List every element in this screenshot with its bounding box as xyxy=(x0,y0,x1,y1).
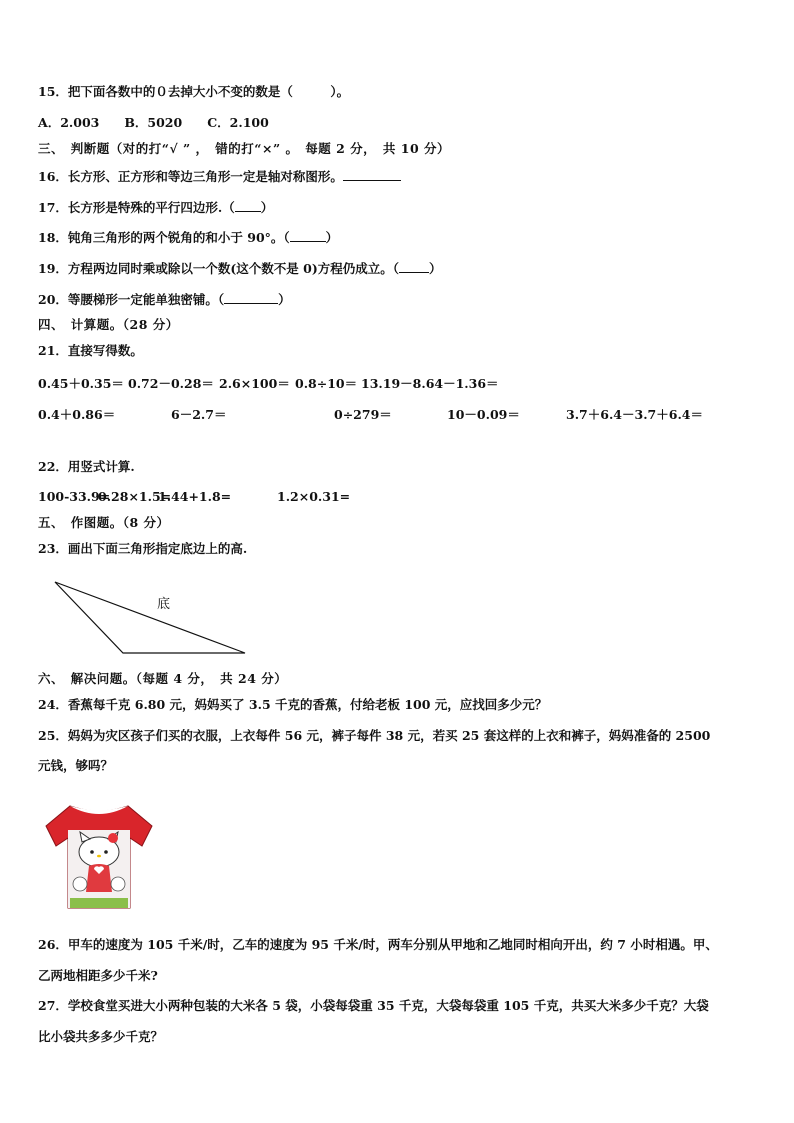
triangle-figure xyxy=(40,575,260,660)
question-21-title: 21．直接写得数。 xyxy=(38,343,143,358)
section-5-heading: 五、 作图题。（8 分） xyxy=(38,515,170,530)
cat-nose xyxy=(97,855,101,858)
calc-item: 3.7＋6.4－3.7＋6.4＝ xyxy=(566,407,703,422)
calc-item: 2.6×100＝ xyxy=(219,376,290,391)
question-20-text: 20．等腰梯形一定能单独密铺。（ xyxy=(38,292,225,307)
calc-item: 0.45＋0.35＝ xyxy=(38,376,124,391)
calc-item: 0.28×1.5= xyxy=(98,489,172,504)
question-19 xyxy=(38,260,442,277)
calc-item: 0.4＋0.86＝ xyxy=(38,407,116,422)
close-paren: ） xyxy=(429,261,442,276)
question-20 xyxy=(38,291,291,308)
answer-blank xyxy=(399,260,429,273)
question-16-text: 16．长方形、正方形和等边三角形一定是轴对称图形。 xyxy=(38,169,343,184)
question-18 xyxy=(38,229,338,246)
close-paren: ） xyxy=(325,230,339,245)
cat-bow xyxy=(108,833,118,843)
base-label: 底 xyxy=(157,597,171,612)
answer-blank xyxy=(224,291,278,304)
section-6-heading: 六、 解决问题。（每题 4 分， 共 24 分） xyxy=(38,671,288,686)
cat-eye xyxy=(104,850,108,854)
calc-item: 0.72－0.28＝ xyxy=(128,376,214,391)
question-26-line-1: 26．甲车的速度为 105 千米/时，乙车的速度为 95 千米/时，两车分别从甲地和乙地同时相向开出，约 7 小时相遇。甲、 xyxy=(38,937,718,952)
answer-blank xyxy=(290,229,326,242)
question-23-title: 23．画出下面三角形指定底边上的高. xyxy=(38,541,248,556)
tshirt-image xyxy=(40,800,158,912)
question-16 xyxy=(38,168,401,185)
calc-item: 1.2×0.31= xyxy=(277,489,351,504)
close-paren: ） xyxy=(260,200,274,215)
answer-blank xyxy=(343,168,401,181)
question-17-text: 17．长方形是特殊的平行四边形.（ xyxy=(38,200,235,215)
question-27-line-2: 比小袋共多多少千克？ xyxy=(38,1029,164,1044)
section-4-heading: 四、 计算题。（28 分） xyxy=(38,317,179,332)
calc-item: 0.8÷10＝ xyxy=(295,376,358,391)
calc-row-1 xyxy=(0,374,794,390)
calc-row-2 xyxy=(0,405,794,421)
triangle-shape xyxy=(55,582,245,653)
question-19-text: 19．方程两边同时乘或除以一个数(这个数不是 0)方程仍成立。（ xyxy=(38,261,400,276)
calc-item: 13.19－8.64－1.36＝ xyxy=(361,376,499,391)
calc-item: 0÷279＝ xyxy=(334,407,392,422)
question-15-options: A．2.003 B．5020 C．2.100 xyxy=(38,115,269,130)
answer-blank xyxy=(235,199,261,212)
cloud-decoration xyxy=(73,877,87,891)
cat-eye xyxy=(90,850,94,854)
question-25-line-2: 元钱，够吗？ xyxy=(38,758,114,773)
question-15: 15．把下面各数中的０去掉大小不变的数是（ ）。 xyxy=(38,84,350,99)
question-25-line-1: 25．妈妈为灾区孩子们买的衣服，上衣每件 56 元，裤子每件 38 元，若买 25 套这样的上衣和裤子，妈妈准备的 2500 xyxy=(38,728,711,743)
question-27-line-1: 27．学校食堂买进大小两种包装的大米各 5 袋，小袋每袋重 35 千克，大袋每袋重 105 千克，共买大米多少千克？大袋 xyxy=(38,998,709,1013)
section-3-heading: 三、 判断题（对的打“√ ” ， 错的打“×” 。 每题 2 分， 共 10 分） xyxy=(38,141,451,156)
question-22-title: 22．用竖式计算. xyxy=(38,459,135,474)
close-paren: ） xyxy=(278,292,291,307)
vertical-calc-row xyxy=(0,489,794,505)
calc-item: 10－0.09＝ xyxy=(447,407,520,422)
question-26-line-2: 乙两地相距多少千米? xyxy=(38,968,158,983)
question-17 xyxy=(38,199,273,216)
grass-decoration xyxy=(70,898,128,908)
question-18-text: 18．钝角三角形的两个锐角的和小于 90°。（ xyxy=(38,230,290,245)
question-24: 24．香蕉每千克 6.80 元，妈妈买了 3.5 千克的香蕉，付给老板 100 元，应找回多少元？ xyxy=(38,697,548,712)
cloud-decoration xyxy=(111,877,125,891)
calc-item: 1.44+1.8= xyxy=(158,489,232,504)
calc-item: 6－2.7＝ xyxy=(171,407,227,422)
calc-item: 100-33.9= xyxy=(38,489,111,504)
